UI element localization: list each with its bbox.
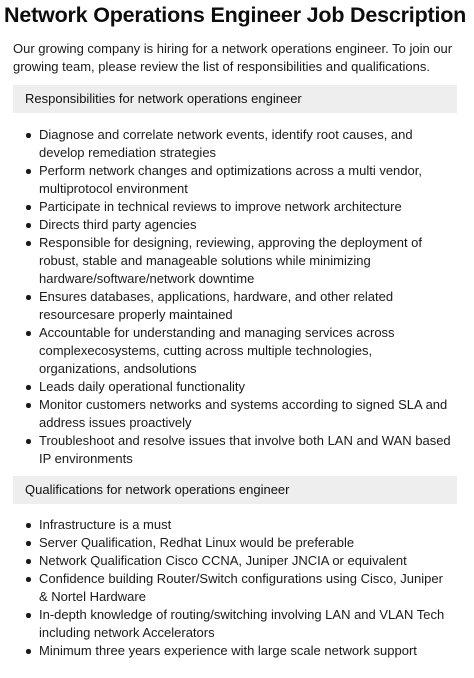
- page-title: Network Operations Engineer Job Description: [4, 3, 467, 27]
- qualifications-list: [13, 516, 453, 660]
- responsibilities-list: [13, 126, 453, 468]
- responsibility-item: Diagnose and correlate network events, identify root causes, and develop remediation strategies: [39, 126, 453, 162]
- responsibility-item: Directs third party agencies: [39, 216, 453, 234]
- responsibilities-heading: Responsibilities for network operations engineer: [13, 85, 457, 113]
- responsibility-item: Responsible for designing, reviewing, approving the deployment of robust, stable and manageable solutions while minimizing hardware/software/network downtime: [39, 234, 453, 288]
- qualification-item: Network Qualification Cisco CCNA, Juniper JNCIA or equivalent: [39, 552, 453, 570]
- intro-paragraph: Our growing company is hiring for a network operations engineer. To join our growing team, please review the list of responsibilities and qualifications.: [13, 41, 453, 74]
- responsibility-item: Participate in technical reviews to improve network architecture: [39, 198, 453, 216]
- qualification-item: In-depth knowledge of routing/switching involving LAN and VLAN Tech including network Accelerators: [39, 606, 453, 642]
- qualification-item: Infrastructure is a must: [39, 516, 453, 534]
- responsibility-item: Ensures databases, applications, hardware, and other related resourcesare properly maintained: [39, 288, 453, 324]
- qualification-item: Confidence building Router/Switch configurations using Cisco, Juniper & Nortel Hardware: [39, 570, 453, 606]
- responsibility-item: Leads daily operational functionality: [39, 378, 453, 396]
- responsibility-item: Monitor customers networks and systems according to signed SLA and address issues proactively: [39, 396, 453, 432]
- responsibility-item: Perform network changes and optimizations across a multi vendor, multiprotocol environment: [39, 162, 453, 198]
- qualifications-heading: Qualifications for network operations engineer: [13, 476, 457, 504]
- qualification-item: Minimum three years experience with large scale network support: [39, 642, 453, 660]
- qualification-item: Server Qualification, Redhat Linux would be preferable: [39, 534, 453, 552]
- responsibility-item: Accountable for understanding and managing services across complexecosystems, cutting across multiple technologies, organizations, andsolutions: [39, 324, 453, 378]
- responsibility-item: Troubleshoot and resolve issues that involve both LAN and WAN based IP environments: [39, 432, 453, 468]
